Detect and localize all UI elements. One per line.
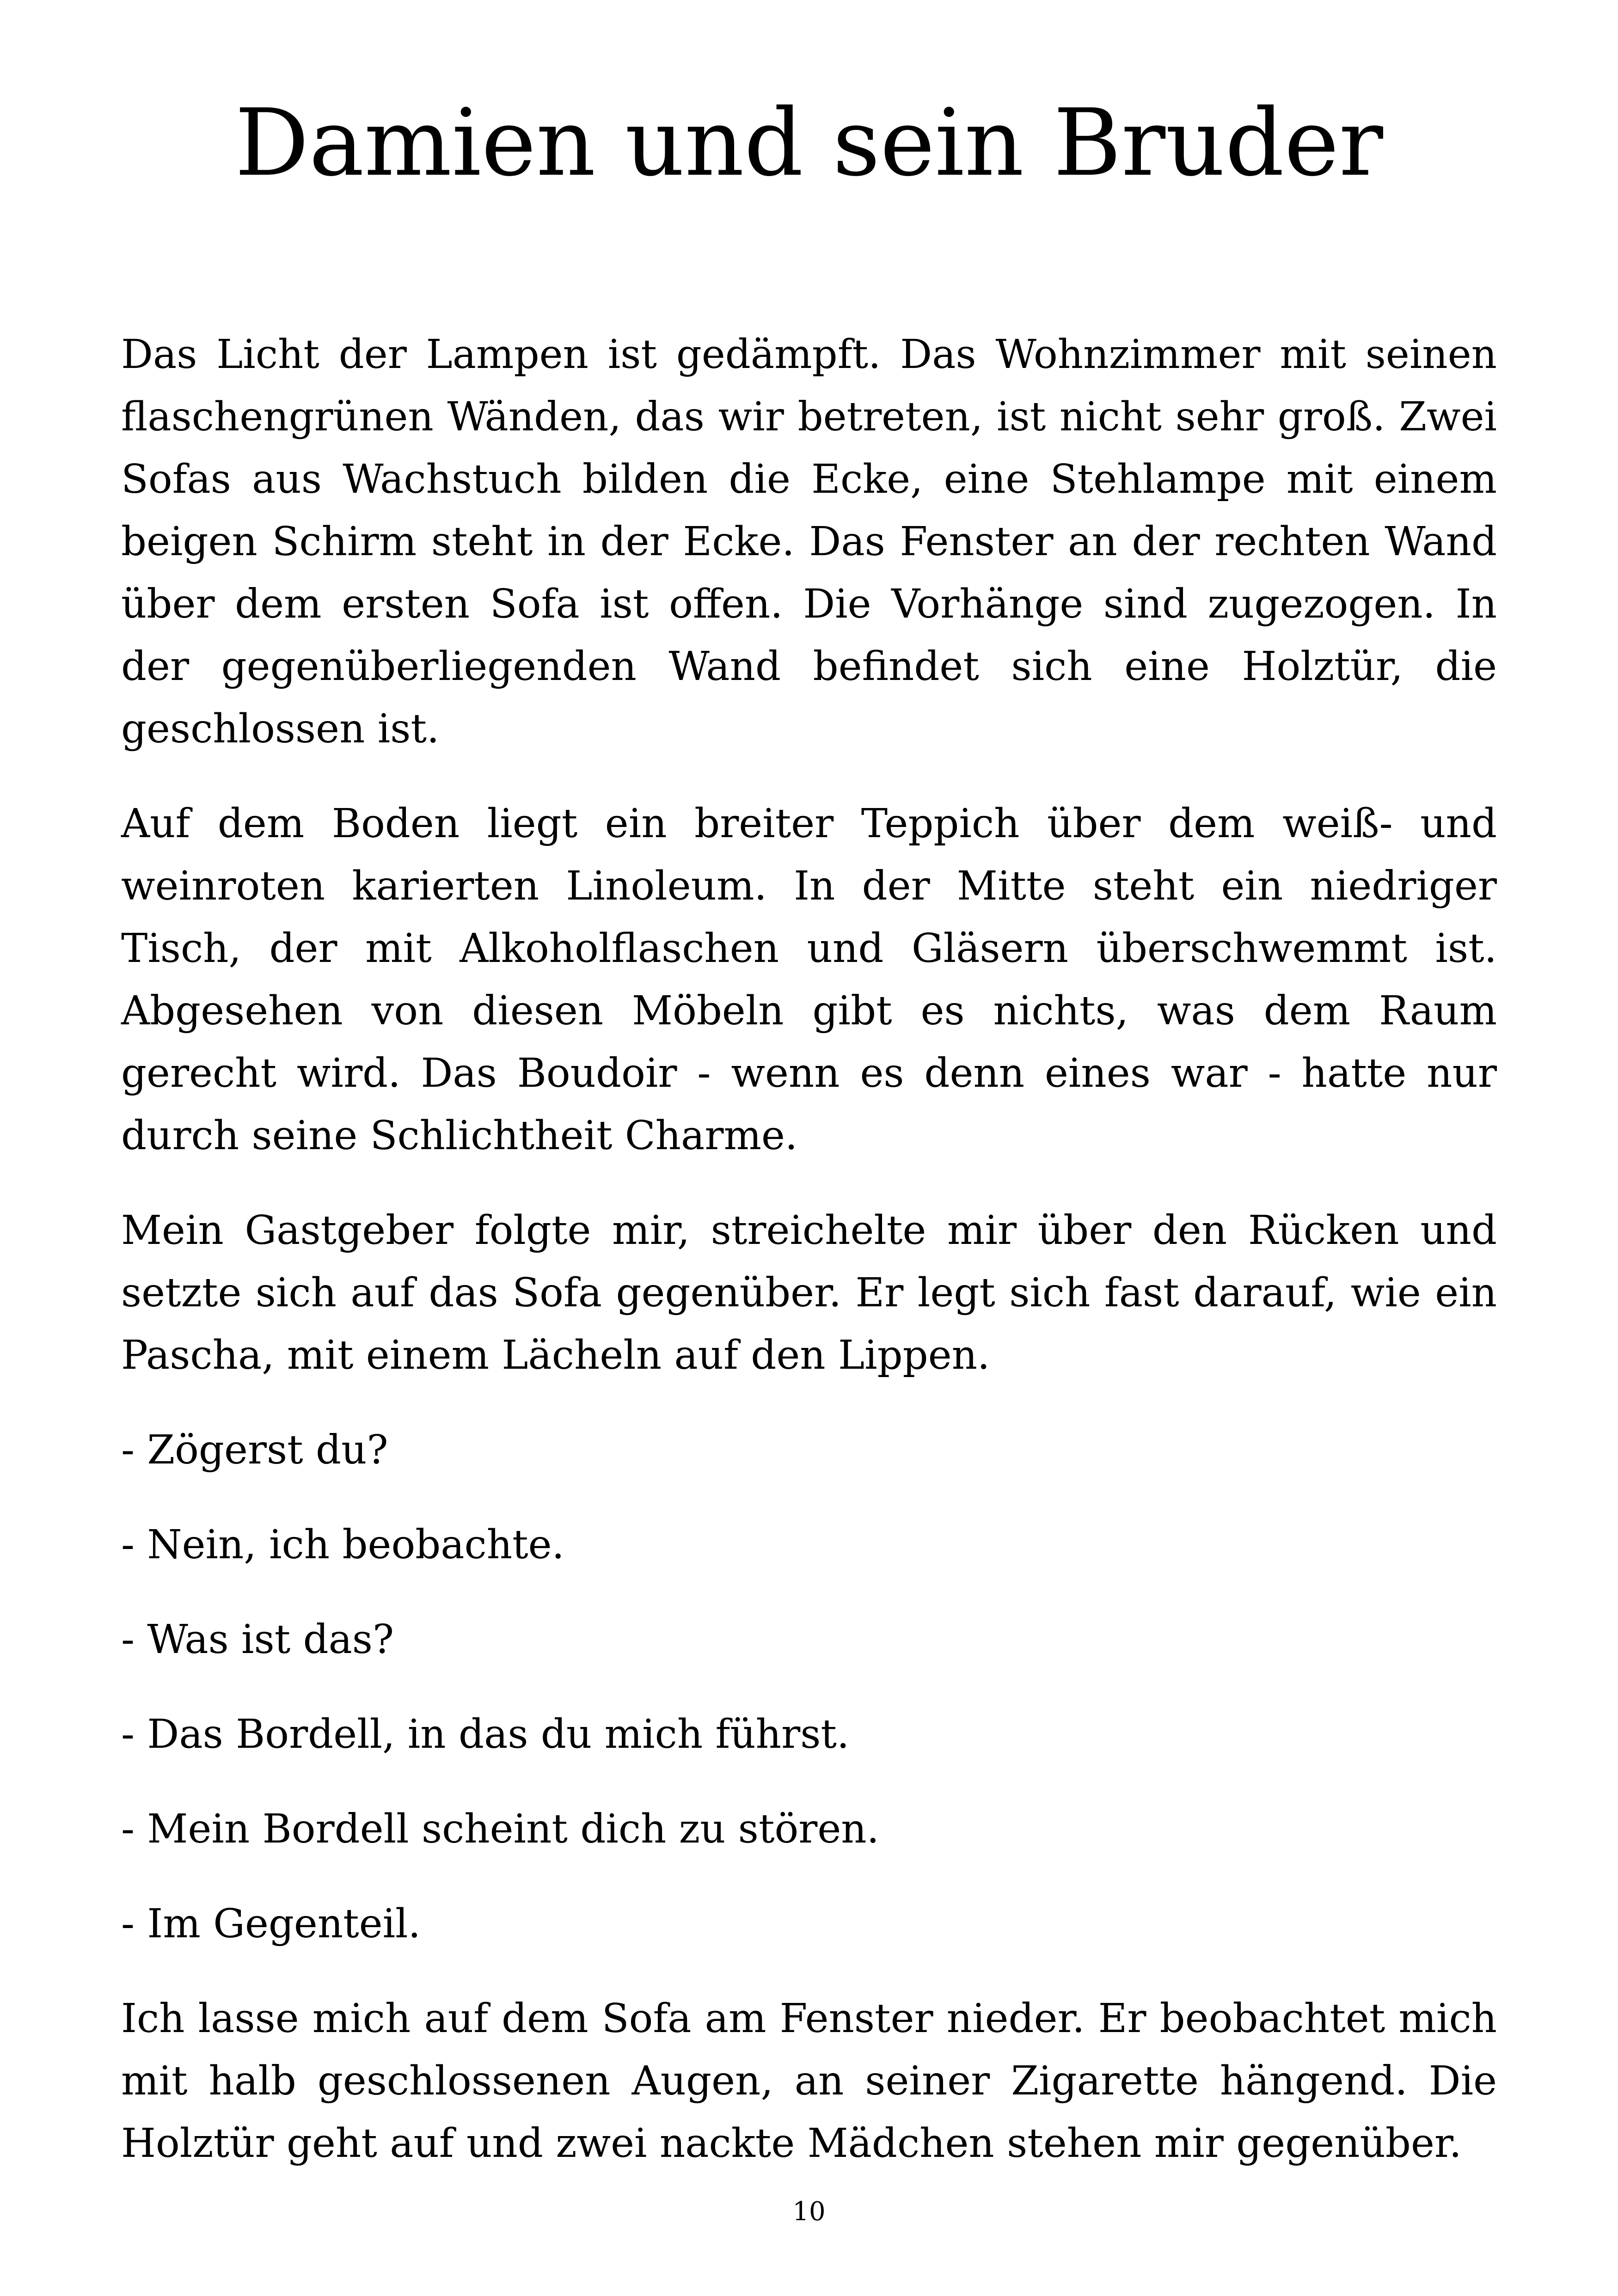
dialogue-line: - Mein Bordell scheint dich zu stören. bbox=[121, 1806, 880, 1852]
dialogue-line: - Im Gegenteil. bbox=[121, 1901, 421, 1947]
dialogue-line: - Zögerst du? bbox=[121, 1427, 388, 1473]
dialogue-line: - Nein, ich beobachte. bbox=[121, 1522, 564, 1568]
paragraph-host: Mein Gastgeber folgte mir, streichelte mir über den Rücken und setzte sich auf das Sofa gegenüber. Er legt sich fast darauf, wie ein Pascha, mit einem Lächeln auf den Lippen. bbox=[121, 1207, 1497, 1378]
paragraph-floor-description: Auf dem Boden liegt ein breiter Teppich über dem weiß- und weinroten karierten Linoleum. In der Mitte steht ein niedriger Tisch, der mit Alkoholflaschen und Gläsern überschwemmt ist. Abgesehen von diesen Möbeln gibt es nichts, was dem Raum gerecht wird. Das Boudoir - wenn es denn eines war - hatte nur durch seine Schlichtheit Charme. bbox=[121, 801, 1497, 1159]
paragraph-room-description: Das Licht der Lampen ist gedämpft. Das Wohnzimmer mit seinen flaschengrünen Wänden, das wir betreten, ist nicht sehr groß. Zwei Sofas aus Wachstuch bilden die Ecke, eine Stehlampe mit einem beigen Schirm steht in der Ecke. Das Fenster an der rechten Wand über dem ersten Sofa ist offen. Die Vorhänge sind zugezogen. In der gegenüberliegenden Wand befindet sich eine Holztür, die geschlossen ist. bbox=[121, 331, 1497, 752]
paragraph-closing: Ich lasse mich auf dem Sofa am Fenster nieder. Er beobachtet mich mit halb geschlossenen Augen, an seiner Zigarette hängend. Die Holztür geht auf und zwei nackte Mädchen stehen mir gegenüber. bbox=[121, 1996, 1497, 2167]
chapter-body bbox=[121, 324, 1497, 2207]
page-number: 10 bbox=[792, 2197, 826, 2227]
dialogue-line: - Was ist das? bbox=[121, 1616, 394, 1663]
dialogue-line: - Das Bordell, in das du mich führst. bbox=[121, 1711, 850, 1757]
chapter-title: Damien und sein Bruder bbox=[235, 89, 1383, 197]
